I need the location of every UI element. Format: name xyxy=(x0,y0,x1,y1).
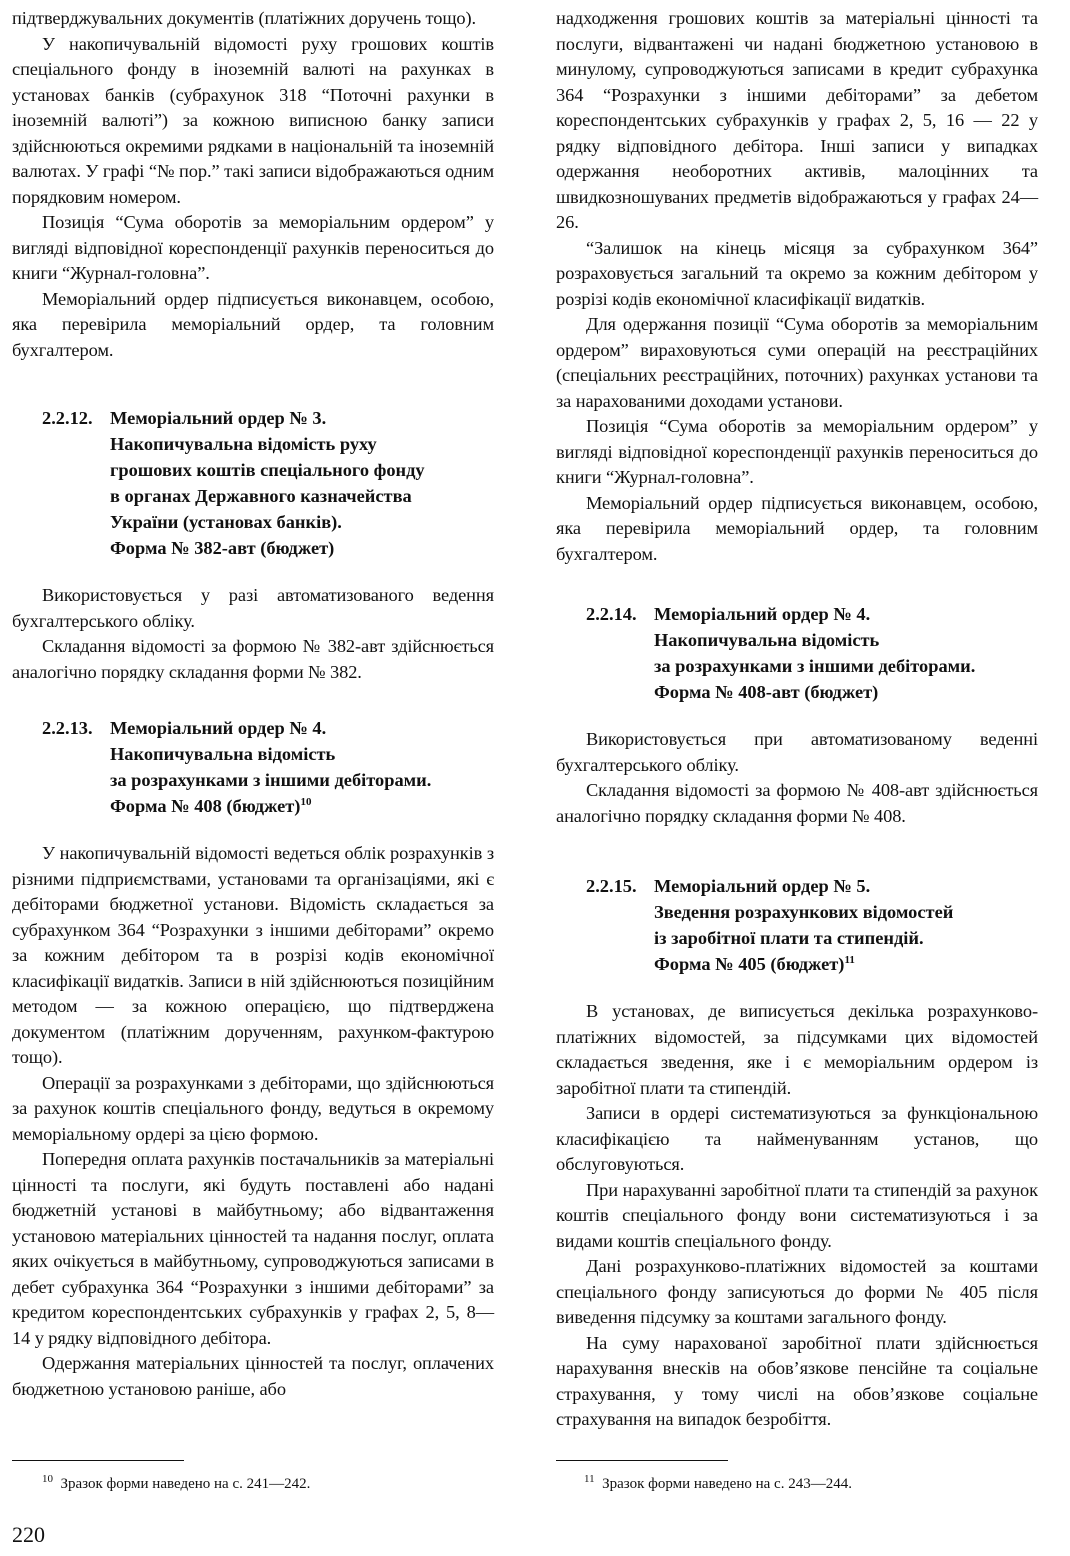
footnote-divider xyxy=(556,1460,728,1461)
footnote-marker: 10 xyxy=(42,1473,53,1485)
paragraph: підтверджувальних документів (платіжних доручень тощо). xyxy=(12,8,477,28)
footnote-marker: 10 xyxy=(300,795,312,808)
heading-line: Накопичувальна відомість xyxy=(110,744,336,764)
heading-line: Меморіальний ордер № 3. xyxy=(110,408,327,428)
paragraph: В установах, де виписується декілька розрахунково-платіжних відомостей, за підсумками цих відомостей складається зведення, яке і є меморіальним ордером із заробітної плати та стипендій. xyxy=(556,1001,1038,1098)
heading-line: Зведення розрахункових відомостей xyxy=(654,902,954,922)
heading-line: Форма № 408-авт (бюджет) xyxy=(654,682,879,702)
footnote-marker: 11 xyxy=(584,1473,595,1485)
section-number: 2.2.14. xyxy=(586,604,637,624)
right-column xyxy=(556,6,1038,1433)
heading-line: Меморіальний ордер № 4. xyxy=(110,718,327,738)
paragraph: Записи в ордері систематизуються за функціональною класифікацією та найменуванням установ, що обслуговуються. xyxy=(556,1103,1038,1174)
heading-line: за розрахунками з іншими дебіторами. xyxy=(110,770,432,790)
paragraph: Позиція “Сума оборотів за меморіальним ордером” у вигляді відповідної кореспонденції рахунків переноситься до книги “Журнал-головна”. xyxy=(12,212,494,283)
footnote-divider xyxy=(12,1460,184,1461)
paragraph: “Залишок на кінець місяця за субрахунком 364” розраховується загальний та окремо за кожним дебітором у розрізі кодів економічної класифікації видатків. xyxy=(556,237,1038,309)
paragraph: У накопичувальній відомості руху грошових коштів спеціального фонду в іноземній валюті на рахунках в установах банків (субрахунок 318 “Поточні рахунки в іноземній валюті”) за кожною виписною банку записи здійснюються окремими рядками в національній та іноземній валютах. У графі “№ пор.” такі записи відображаються одним порядковим номером. xyxy=(12,33,494,207)
paragraph: Дані розрахунково-платіжних відомостей за коштами спеціального фонду записуються до форми № 405 після виведення підсумку за коштами загального фонду. xyxy=(556,1256,1038,1327)
paragraph: Використовується при автоматизованому веденні бухгалтерського обліку. xyxy=(556,729,1038,775)
left-column xyxy=(12,6,494,1402)
section-heading-2-2-12 xyxy=(12,405,494,561)
section-number: 2.2.13. xyxy=(42,718,93,738)
paragraph: Попередня оплата рахунків постачальників за матеріальні цінності та послуги, які будуть поставлені або надані бюджетній установі в майбутньому; або відвантаження установою матеріальних цінностей та надання послуг, оплата яких очікується в майбутньому, супроводжуються записами в дебет субрахунка 364 “Розрахунки з іншими дебіторами” за кредитом кореспондентських субрахунків у графах 2, 5, 8—14 у рядку відповідного дебітора. xyxy=(12,1149,494,1348)
paragraph: Меморіальний ордер підписується виконавцем, особою, яка перевірила меморіальний ордер, та головним бухгалтером. xyxy=(12,288,494,360)
footnote-text: Зразок форми наведено на с. 241—242. xyxy=(60,1476,311,1492)
paragraph: Одержання матеріальних цінностей та послуг, оплачених бюджетною установою раніше, або xyxy=(12,1353,494,1399)
heading-line: України (установах банків). xyxy=(110,512,342,532)
section-number: 2.2.15. xyxy=(586,876,637,896)
heading-line: Форма № 408 (бюджет) xyxy=(110,796,301,816)
heading-line: Меморіальний ордер № 4. xyxy=(654,604,871,624)
paragraph: При нарахуванні заробітної плати та стипендій за рахунок коштів спеціального фонду вони систематизуються і за видами коштів спеціального фонду. xyxy=(556,1179,1038,1251)
footnote-marker: 11 xyxy=(844,953,855,966)
heading-line: Накопичувальна відомість руху xyxy=(110,434,377,454)
paragraph: На суму нарахованої заробітної плати здійснюється нарахування внесків на обов’язкове пенсійне та соціальне страхування, у тому числі на обов’язкове соціальне страхування на випадок безробіття. xyxy=(556,1332,1038,1429)
section-heading-2-2-14 xyxy=(556,601,1038,705)
footnote xyxy=(42,1474,310,1494)
paragraph: Меморіальний ордер підписується виконавцем, особою, яка перевірила меморіальний ордер, та головним бухгалтером. xyxy=(556,492,1038,564)
heading-line: за розрахунками з іншими дебіторами. xyxy=(654,656,976,676)
footnote-text: Зразок форми наведено на с. 243—244. xyxy=(602,1476,852,1492)
heading-line: в органах Державного казначейства xyxy=(110,486,412,506)
heading-line: із заробітної плати та стипендій. xyxy=(654,928,924,948)
paragraph: У накопичувальній відомості ведеться облік розрахунків з різними підприємствами, установами та організаціями, які є дебіторами бюджетної установи. Відомість складається за субрахунком 364 “Розрахунки з іншими дебіторами” окремо за кожним дебітором та в розрізі кодів економічної класифікації видатків. Записи в ній здійснюються позиційним методом — за кожною операцією, що підтверджена документом (платіжним дорученням, рахунком-фактурою тощо). xyxy=(12,843,494,1067)
paragraph: Операції за розрахунками з дебіторами, що здійснюються за рахунок коштів спеціального фонду, ведуться в окремому меморіальному ордері за цією формою. xyxy=(12,1072,494,1144)
paragraph: Складання відомості за формою № 382-авт здійснюється аналогічно порядку складання форми № 382. xyxy=(12,636,494,682)
section-heading-2-2-13 xyxy=(12,715,494,819)
heading-line: Форма № 382-авт (бюджет) xyxy=(110,538,335,558)
heading-line: грошових коштів спеціального фонду xyxy=(110,460,425,480)
footnote xyxy=(584,1474,852,1494)
paragraph: Використовується у разі автоматизованого ведення бухгалтерського обліку. xyxy=(12,585,494,631)
heading-line: Накопичувальна відомість xyxy=(654,630,880,650)
paragraph: Складання відомості за формою № 408-авт здійснюється аналогічно порядку складання форми № 408. xyxy=(556,780,1038,826)
page-number: 220 xyxy=(12,1522,45,1547)
section-number: 2.2.12. xyxy=(42,408,93,428)
section-heading-2-2-15 xyxy=(556,873,1038,977)
paragraph: Позиція “Сума оборотів за меморіальним ордером” у вигляді відповідної кореспонденції рахунків переноситься до книги “Журнал-головна”. xyxy=(556,416,1038,487)
paragraph: надходження грошових коштів за матеріальні цінності та послуги, відвантажені чи надані бюджетною установою в минулому, супроводжуються записами в кредит субрахунка 364 “Розрахунки з іншими дебіторами” за дебетом кореспондентських субрахунків у графах 2, 5, 16 — 22 у рядку відповідного дебітора. Інші записи у випадках одержання необоротних активів, малоцінних та швидкозношуваних предметів відображаються у графах 24—26. xyxy=(556,8,1038,232)
heading-line: Форма № 405 (бюджет) xyxy=(654,954,845,974)
paragraph: Для одержання позиції “Сума оборотів за меморіальним ордером” вираховуються суми операцій на реєстраційних (спеціальних реєстраційних, поточних) рахунках установи та за нарахованими доходами установи. xyxy=(556,314,1038,411)
heading-line: Меморіальний ордер № 5. xyxy=(654,876,871,896)
